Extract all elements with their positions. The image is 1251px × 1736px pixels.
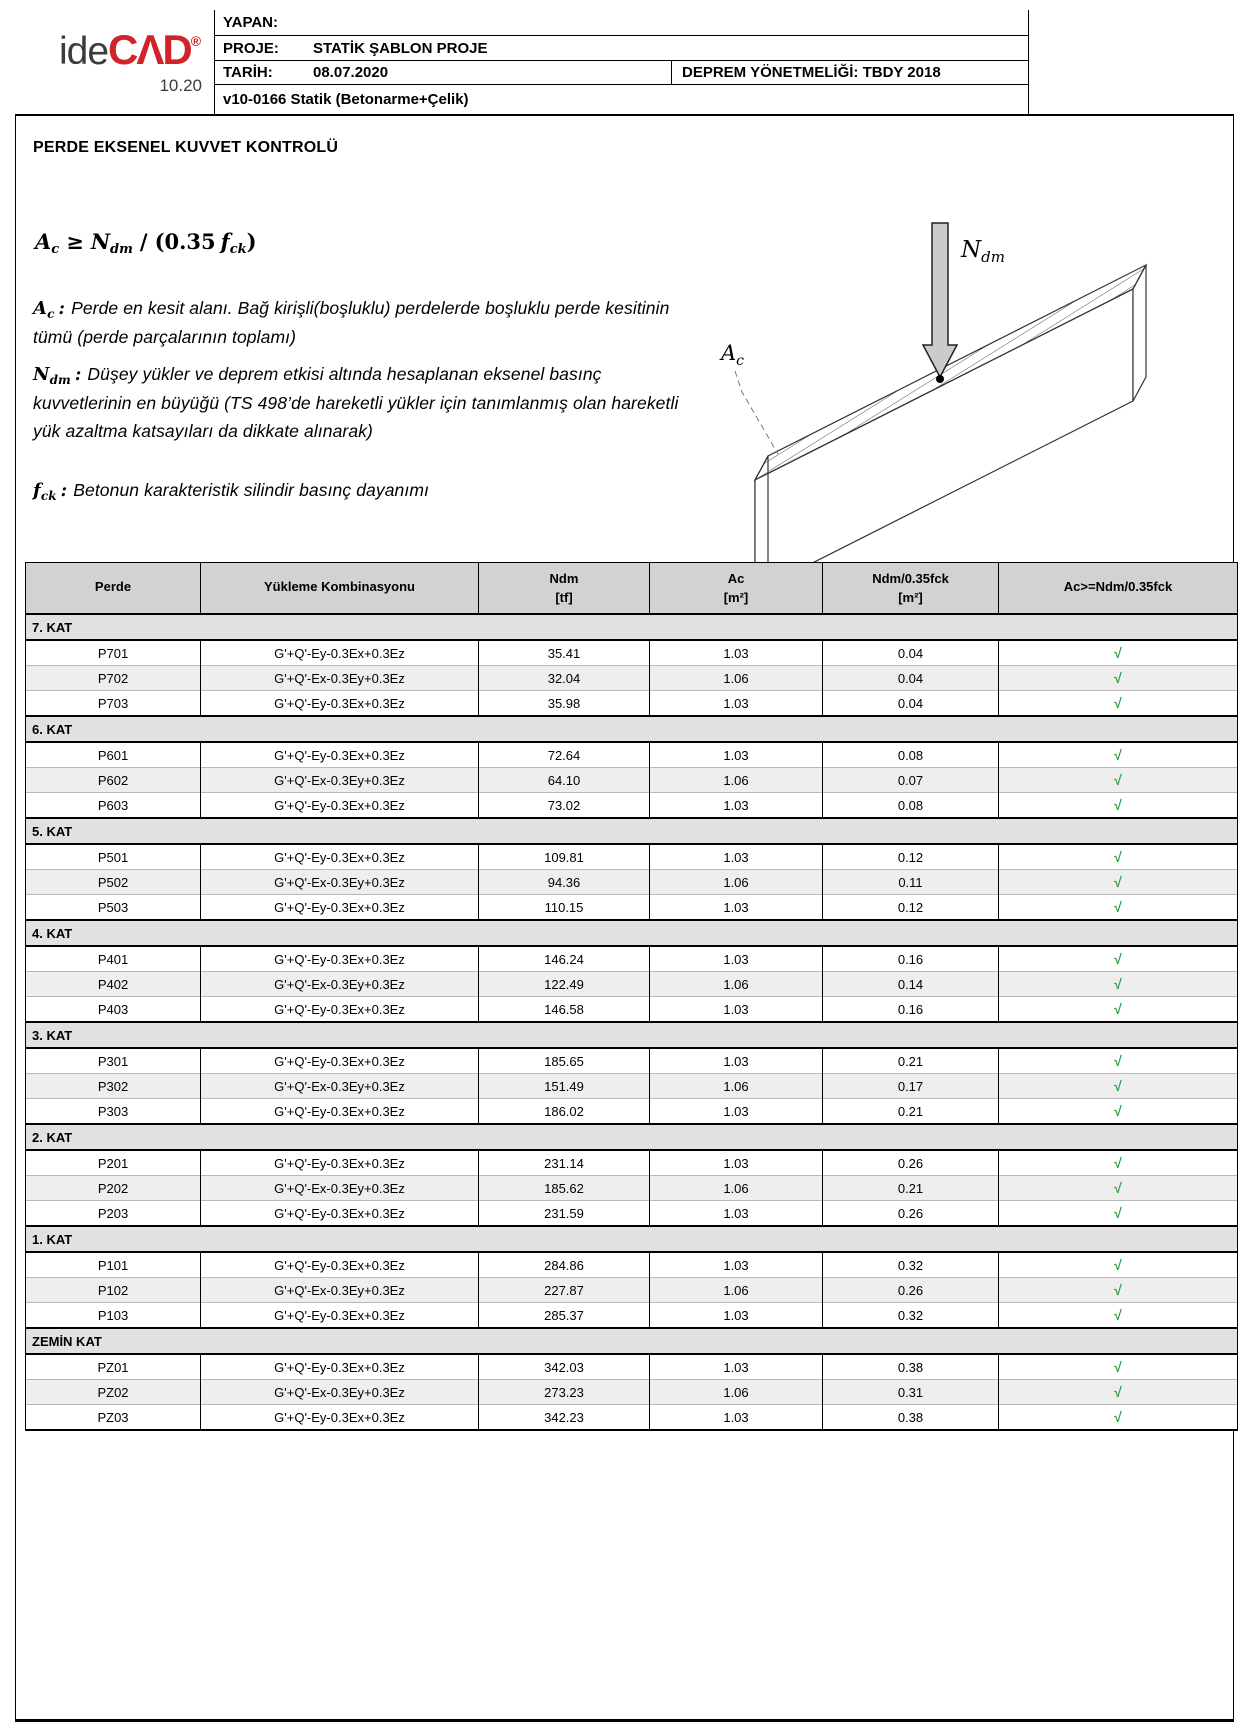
table-cell: G'+Q'-Ey-0.3Ex+0.3Ez bbox=[201, 844, 479, 870]
table-row bbox=[26, 1201, 1238, 1227]
page-title: PERDE EKSENEL KUVVET KONTROLÜ bbox=[33, 139, 339, 156]
table-row bbox=[26, 691, 1238, 717]
table-row bbox=[26, 742, 1238, 768]
table-cell: 0.21 bbox=[823, 1176, 999, 1201]
axial-force-table bbox=[25, 562, 1238, 1431]
table-row bbox=[26, 844, 1238, 870]
table-cell: 1.06 bbox=[650, 768, 823, 793]
table-cell: G'+Q'-Ey-0.3Ex+0.3Ez bbox=[201, 1201, 479, 1227]
floor-band-label: 4. KAT bbox=[26, 920, 1238, 946]
table-cell: 94.36 bbox=[479, 870, 650, 895]
geq-operator: ≥ bbox=[66, 229, 84, 254]
table-cell: 1.03 bbox=[650, 844, 823, 870]
table-cell bbox=[999, 1354, 1238, 1380]
table-header-row bbox=[26, 563, 1238, 615]
definition-ac: $A_c$ : Perde en kesit alanı. Bağ kirişli(boşluklu) perdelerde boşluklu perde kesitinin tümü (perde parçalarının toplamı) bbox=[33, 298, 670, 347]
floor-band-label: ZEMİN KAT bbox=[26, 1328, 1238, 1354]
table-cell: 1.03 bbox=[650, 640, 823, 666]
table-cell: 1.06 bbox=[650, 1074, 823, 1099]
table-cell: G'+Q'-Ex-0.3Ey+0.3Ez bbox=[201, 768, 479, 793]
table-cell bbox=[999, 1176, 1238, 1201]
table-cell bbox=[999, 972, 1238, 997]
table-cell: P602 bbox=[26, 768, 201, 793]
check-icon: √ bbox=[1114, 1282, 1122, 1298]
table-cell: PZ01 bbox=[26, 1354, 201, 1380]
table-cell: 1.03 bbox=[650, 1252, 823, 1278]
proje-label: PROJE: bbox=[223, 39, 279, 57]
table-cell: 110.15 bbox=[479, 895, 650, 921]
floor-band-label: 5. KAT bbox=[26, 818, 1238, 844]
table-cell: G'+Q'-Ey-0.3Ex+0.3Ez bbox=[201, 640, 479, 666]
table-cell: 109.81 bbox=[479, 844, 650, 870]
table-row bbox=[26, 870, 1238, 895]
table-cell: 32.04 bbox=[479, 666, 650, 691]
table-cell: P703 bbox=[26, 691, 201, 717]
table-cell: P301 bbox=[26, 1048, 201, 1074]
table-cell: 0.32 bbox=[823, 1252, 999, 1278]
table-cell: 284.86 bbox=[479, 1252, 650, 1278]
table-cell bbox=[999, 1074, 1238, 1099]
table-row bbox=[26, 1176, 1238, 1201]
check-icon: √ bbox=[1114, 772, 1122, 788]
wall-body bbox=[755, 265, 1146, 592]
table-cell: PZ03 bbox=[26, 1405, 201, 1431]
check-icon: √ bbox=[1114, 1409, 1122, 1425]
table-cell: 185.62 bbox=[479, 1176, 650, 1201]
table-row bbox=[26, 1380, 1238, 1405]
table-row bbox=[26, 1405, 1238, 1431]
table-cell: P601 bbox=[26, 742, 201, 768]
table-row bbox=[26, 1150, 1238, 1176]
floor-band-label: 2. KAT bbox=[26, 1124, 1238, 1150]
table-cell: 0.38 bbox=[823, 1405, 999, 1431]
table-row bbox=[26, 1099, 1238, 1125]
table-cell: 0.17 bbox=[823, 1074, 999, 1099]
table-cell: 1.06 bbox=[650, 1380, 823, 1405]
software-version-text: v10-0166 Statik (Betonarme+Çelik) bbox=[223, 91, 469, 108]
logo-text-ide: ide bbox=[59, 30, 109, 73]
table-cell: 0.16 bbox=[823, 946, 999, 972]
table-cell: 227.87 bbox=[479, 1278, 650, 1303]
table-cell: 0.26 bbox=[823, 1150, 999, 1176]
table-cell bbox=[999, 844, 1238, 870]
table-cell: G'+Q'-Ey-0.3Ex+0.3Ez bbox=[201, 742, 479, 768]
table-cell: 1.06 bbox=[650, 870, 823, 895]
formula-coefficient: (0.35 bbox=[154, 229, 216, 254]
definition-ndm-text: Düşey yükler ve deprem etkisi altında hesaplanan eksenel basınç kuvvetlerinin en büyüğü (TS 498’de hareketli yükler için tanımlanmış olan hareketli yük azaltma katsayıları da dikkate alınarak) bbox=[33, 364, 679, 441]
col-header-perde: Perde bbox=[26, 563, 201, 615]
floor-band-row bbox=[26, 716, 1238, 742]
table-cell: 1.03 bbox=[650, 691, 823, 717]
check-icon: √ bbox=[1114, 1053, 1122, 1069]
table-row bbox=[26, 1074, 1238, 1099]
load-point bbox=[936, 375, 944, 383]
definition-ndm: $N_{dm}$ : Düşey yükler ve deprem etkisi altında hesaplanan eksenel basınç kuvvetlerinin en büyüğü (TS 498’de hareketli yükler için tanımlanmış olan hareketli yük azaltma katsayıları da dikkate alınarak) bbox=[33, 364, 679, 441]
table-cell: 1.03 bbox=[650, 1099, 823, 1125]
floor-band-row bbox=[26, 1124, 1238, 1150]
table-cell: 0.31 bbox=[823, 1380, 999, 1405]
table-cell: P502 bbox=[26, 870, 201, 895]
definition-fck-text: Betonun karakteristik silindir basınç dayanımı bbox=[73, 480, 429, 500]
idecad-logo bbox=[59, 26, 201, 74]
check-icon: √ bbox=[1114, 695, 1122, 711]
table-row bbox=[26, 666, 1238, 691]
table-cell: G'+Q'-Ey-0.3Ex+0.3Ez bbox=[201, 946, 479, 972]
table-cell bbox=[999, 1405, 1238, 1431]
table-cell: P103 bbox=[26, 1303, 201, 1329]
table-cell: G'+Q'-Ex-0.3Ey+0.3Ez bbox=[201, 1278, 479, 1303]
table-cell: P201 bbox=[26, 1150, 201, 1176]
table-cell: 146.24 bbox=[479, 946, 650, 972]
table-cell: 0.12 bbox=[823, 844, 999, 870]
table-cell bbox=[999, 1278, 1238, 1303]
check-icon: √ bbox=[1114, 1205, 1122, 1221]
table-cell: 1.06 bbox=[650, 972, 823, 997]
table-cell: 1.03 bbox=[650, 742, 823, 768]
table-cell: 0.21 bbox=[823, 1099, 999, 1125]
table-cell: P403 bbox=[26, 997, 201, 1023]
table-cell: G'+Q'-Ey-0.3Ex+0.3Ez bbox=[201, 1150, 479, 1176]
load-arrow-icon bbox=[923, 223, 957, 377]
table-cell: P603 bbox=[26, 793, 201, 819]
floor-band-label: 7. KAT bbox=[26, 614, 1238, 640]
check-icon: √ bbox=[1114, 951, 1122, 967]
axial-force-formula: Ac ≥ Ndm / (0.35 fck) bbox=[35, 229, 257, 257]
deprem-yonetmeligi: DEPREM YÖNETMELİĞİ: TBDY 2018 bbox=[671, 61, 1028, 84]
floor-band-row bbox=[26, 614, 1238, 640]
table-cell: 64.10 bbox=[479, 768, 650, 793]
floor-band-label: 6. KAT bbox=[26, 716, 1238, 742]
floor-band-row bbox=[26, 1226, 1238, 1252]
table-cell: 186.02 bbox=[479, 1099, 650, 1125]
col-header-check: Ac>=Ndm/0.35fck bbox=[999, 563, 1238, 615]
table-cell: 1.03 bbox=[650, 997, 823, 1023]
table-cell bbox=[999, 1150, 1238, 1176]
table-cell: 0.38 bbox=[823, 1354, 999, 1380]
table-cell: 35.41 bbox=[479, 640, 650, 666]
table-cell: P303 bbox=[26, 1099, 201, 1125]
table-cell: G'+Q'-Ey-0.3Ex+0.3Ez bbox=[201, 691, 479, 717]
table-cell: G'+Q'-Ey-0.3Ex+0.3Ez bbox=[201, 1405, 479, 1431]
axial-force-table-body bbox=[26, 614, 1238, 1430]
table-row bbox=[26, 1048, 1238, 1074]
table-cell: P202 bbox=[26, 1176, 201, 1201]
table-cell: 0.14 bbox=[823, 972, 999, 997]
table-cell: P501 bbox=[26, 844, 201, 870]
table-cell: G'+Q'-Ey-0.3Ex+0.3Ez bbox=[201, 793, 479, 819]
table-cell: 146.58 bbox=[479, 997, 650, 1023]
logo-text-cad: CΛD bbox=[108, 26, 191, 73]
table-cell: PZ02 bbox=[26, 1380, 201, 1405]
definition-fck: $f_{ck}$ : Betonun karakteristik silindir basınç dayanımı bbox=[33, 480, 429, 503]
table-row bbox=[26, 972, 1238, 997]
table-cell: G'+Q'-Ex-0.3Ey+0.3Ez bbox=[201, 870, 479, 895]
table-cell: 342.23 bbox=[479, 1405, 650, 1431]
table-row bbox=[26, 895, 1238, 921]
table-cell: P701 bbox=[26, 640, 201, 666]
registered-mark-icon: ® bbox=[190, 33, 202, 49]
table-cell bbox=[999, 1380, 1238, 1405]
table-cell: G'+Q'-Ey-0.3Ex+0.3Ez bbox=[201, 1099, 479, 1125]
table-cell: 342.03 bbox=[479, 1354, 650, 1380]
ac-leader-line bbox=[735, 371, 778, 454]
table-row bbox=[26, 640, 1238, 666]
table-row bbox=[26, 1252, 1238, 1278]
table-cell: G'+Q'-Ex-0.3Ey+0.3Ez bbox=[201, 1074, 479, 1099]
check-icon: √ bbox=[1114, 1384, 1122, 1400]
table-cell: P503 bbox=[26, 895, 201, 921]
table-cell: G'+Q'-Ey-0.3Ex+0.3Ez bbox=[201, 895, 479, 921]
tarih-label: TARİH: bbox=[223, 64, 273, 81]
table-cell: 1.03 bbox=[650, 1201, 823, 1227]
table-cell: 0.26 bbox=[823, 1278, 999, 1303]
table-cell bbox=[999, 1252, 1238, 1278]
table-cell: 0.32 bbox=[823, 1303, 999, 1329]
floor-band-label: 1. KAT bbox=[26, 1226, 1238, 1252]
check-icon: √ bbox=[1114, 645, 1122, 661]
table-row bbox=[26, 946, 1238, 972]
check-icon: √ bbox=[1114, 874, 1122, 890]
floor-band-row bbox=[26, 818, 1238, 844]
table-cell: 0.04 bbox=[823, 691, 999, 717]
table-cell: 231.59 bbox=[479, 1201, 650, 1227]
table-cell: P101 bbox=[26, 1252, 201, 1278]
table-row bbox=[26, 1354, 1238, 1380]
table-cell bbox=[999, 1099, 1238, 1125]
header-empty-cell bbox=[1028, 10, 1234, 114]
floor-band-label: 3. KAT bbox=[26, 1022, 1238, 1048]
table-cell: 1.03 bbox=[650, 1048, 823, 1074]
table-cell: 0.04 bbox=[823, 640, 999, 666]
check-icon: √ bbox=[1114, 1155, 1122, 1171]
check-icon: √ bbox=[1114, 1257, 1122, 1273]
table-cell bbox=[999, 691, 1238, 717]
report-header bbox=[15, 10, 1234, 116]
table-cell: 231.14 bbox=[479, 1150, 650, 1176]
table-cell bbox=[999, 742, 1238, 768]
table-cell bbox=[999, 640, 1238, 666]
table-cell: P702 bbox=[26, 666, 201, 691]
table-cell: 1.06 bbox=[650, 1278, 823, 1303]
table-cell: 285.37 bbox=[479, 1303, 650, 1329]
header-row-version bbox=[215, 85, 1028, 114]
table-cell bbox=[999, 1048, 1238, 1074]
table-cell bbox=[999, 666, 1238, 691]
check-icon: √ bbox=[1114, 849, 1122, 865]
table-cell: 151.49 bbox=[479, 1074, 650, 1099]
table-cell: G'+Q'-Ex-0.3Ey+0.3Ez bbox=[201, 1176, 479, 1201]
table-cell: 1.03 bbox=[650, 793, 823, 819]
table-cell: G'+Q'-Ex-0.3Ey+0.3Ez bbox=[201, 1380, 479, 1405]
logo-version: 10.20 bbox=[159, 76, 202, 95]
table-cell: 0.08 bbox=[823, 742, 999, 768]
col-header-kombinasyon: Yükleme Kombinasyonu bbox=[201, 563, 479, 615]
table-cell: 35.98 bbox=[479, 691, 650, 717]
table-cell: P401 bbox=[26, 946, 201, 972]
table-cell: G'+Q'-Ey-0.3Ex+0.3Ez bbox=[201, 1048, 479, 1074]
table-cell: 1.03 bbox=[650, 895, 823, 921]
table-row bbox=[26, 1303, 1238, 1329]
check-icon: √ bbox=[1114, 1359, 1122, 1375]
table-cell: 0.11 bbox=[823, 870, 999, 895]
table-cell bbox=[999, 895, 1238, 921]
check-icon: √ bbox=[1114, 670, 1122, 686]
table-cell: P302 bbox=[26, 1074, 201, 1099]
table-row bbox=[26, 997, 1238, 1023]
table-cell: G'+Q'-Ey-0.3Ex+0.3Ez bbox=[201, 1303, 479, 1329]
table-cell: P102 bbox=[26, 1278, 201, 1303]
col-header-ratio: Ndm/0.35fck [m²] bbox=[823, 563, 999, 615]
table-row bbox=[26, 793, 1238, 819]
table-cell: 0.12 bbox=[823, 895, 999, 921]
table-cell: 0.04 bbox=[823, 666, 999, 691]
table-cell: 1.06 bbox=[650, 666, 823, 691]
table-cell bbox=[999, 768, 1238, 793]
table-cell: 1.03 bbox=[650, 1405, 823, 1431]
floor-band-row bbox=[26, 1328, 1238, 1354]
table-cell: 0.16 bbox=[823, 997, 999, 1023]
col-header-ndm: Ndm [tf] bbox=[479, 563, 650, 615]
table-cell: 1.06 bbox=[650, 1176, 823, 1201]
formula-ac: A bbox=[35, 229, 52, 254]
table-cell bbox=[999, 946, 1238, 972]
table-cell bbox=[999, 1303, 1238, 1329]
check-icon: √ bbox=[1114, 1078, 1122, 1094]
table-cell: 73.02 bbox=[479, 793, 650, 819]
header-row-proje bbox=[215, 36, 1028, 61]
check-icon: √ bbox=[1114, 1307, 1122, 1323]
check-icon: √ bbox=[1114, 797, 1122, 813]
table-cell bbox=[999, 997, 1238, 1023]
divide-operator: / bbox=[139, 229, 148, 254]
table-cell: 72.64 bbox=[479, 742, 650, 768]
table-row bbox=[26, 768, 1238, 793]
table-cell: 0.07 bbox=[823, 768, 999, 793]
table-cell: 0.08 bbox=[823, 793, 999, 819]
table-cell: G'+Q'-Ex-0.3Ey+0.3Ez bbox=[201, 972, 479, 997]
header-row-yapan bbox=[215, 10, 1028, 36]
table-cell bbox=[999, 870, 1238, 895]
table-cell: G'+Q'-Ex-0.3Ey+0.3Ez bbox=[201, 666, 479, 691]
table-cell: G'+Q'-Ey-0.3Ex+0.3Ez bbox=[201, 1354, 479, 1380]
table-cell: P402 bbox=[26, 972, 201, 997]
table-cell: 273.23 bbox=[479, 1380, 650, 1405]
formula-ndm: N bbox=[90, 229, 111, 254]
table-cell: 1.03 bbox=[650, 1303, 823, 1329]
definition-ac-text: Perde en kesit alanı. Bağ kirişli(boşluklu) perdelerde boşluklu perde kesitinin tümü (perde parçalarının toplamı) bbox=[33, 298, 670, 347]
check-icon: √ bbox=[1114, 1180, 1122, 1196]
ac-label: $A_c$ bbox=[721, 341, 745, 369]
table-cell: 1.03 bbox=[650, 1354, 823, 1380]
header-info bbox=[215, 10, 1028, 114]
table-cell: 122.49 bbox=[479, 972, 650, 997]
logo-cell bbox=[15, 10, 215, 114]
table-cell: 0.26 bbox=[823, 1201, 999, 1227]
proje-value: STATİK ŞABLON PROJE bbox=[313, 39, 488, 57]
table-cell bbox=[999, 793, 1238, 819]
table-cell: 0.21 bbox=[823, 1048, 999, 1074]
col-header-ac: Ac [m²] bbox=[650, 563, 823, 615]
wall-axial-force-diagram bbox=[685, 205, 1155, 600]
table-row bbox=[26, 1278, 1238, 1303]
yapan-label: YAPAN: bbox=[223, 14, 279, 31]
table-cell: G'+Q'-Ey-0.3Ex+0.3Ez bbox=[201, 1252, 479, 1278]
ndm-label: $N_{dm}$ bbox=[961, 237, 1005, 266]
table-cell: 1.03 bbox=[650, 1150, 823, 1176]
floor-band-row bbox=[26, 920, 1238, 946]
table-cell bbox=[999, 1201, 1238, 1227]
table-cell: 1.03 bbox=[650, 946, 823, 972]
check-icon: √ bbox=[1114, 747, 1122, 763]
header-row-tarih bbox=[215, 61, 1028, 85]
table-cell: 185.65 bbox=[479, 1048, 650, 1074]
table-cell: P203 bbox=[26, 1201, 201, 1227]
check-icon: √ bbox=[1114, 976, 1122, 992]
table-cell: G'+Q'-Ey-0.3Ex+0.3Ez bbox=[201, 997, 479, 1023]
floor-band-row bbox=[26, 1022, 1238, 1048]
check-icon: √ bbox=[1114, 1001, 1122, 1017]
formula-fck: f bbox=[220, 229, 230, 254]
check-icon: √ bbox=[1114, 1103, 1122, 1119]
tarih-value: 08.07.2020 bbox=[313, 64, 389, 81]
check-icon: √ bbox=[1114, 899, 1122, 915]
